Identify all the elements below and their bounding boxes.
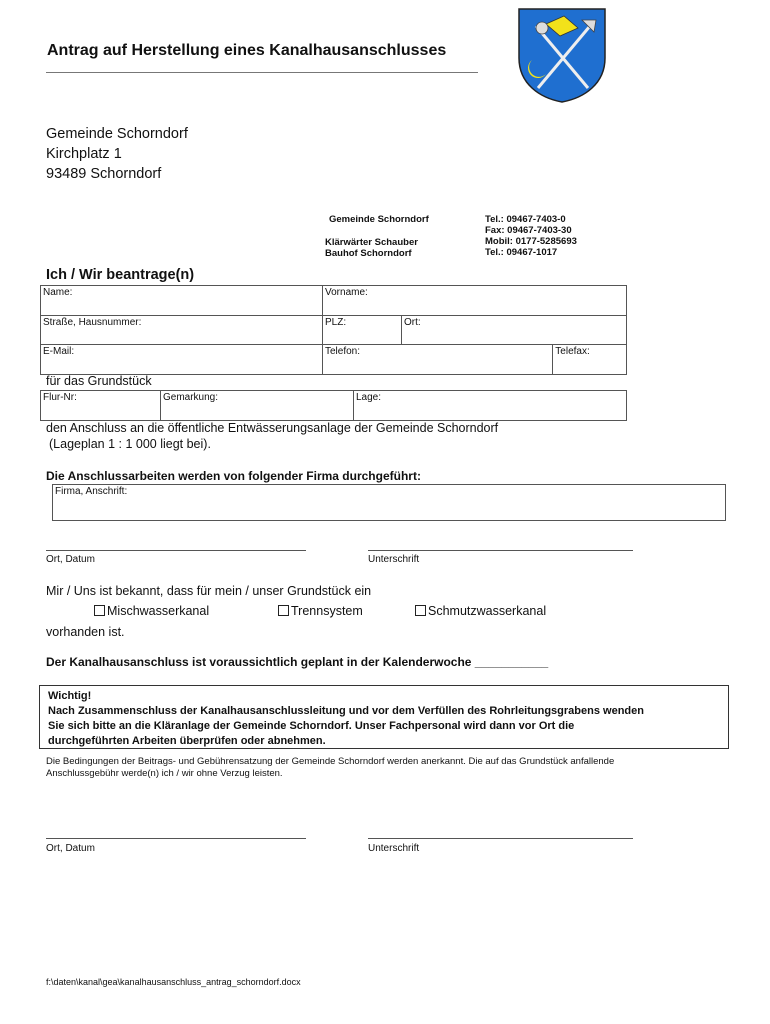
option-schmutzwasserkanal-label: Schmutzwasserkanal (428, 604, 547, 618)
address-line-3: 93489 Schorndorf (46, 166, 162, 182)
property-intro: für das Grundstück (46, 374, 152, 388)
contact-mobil: Mobil: 0177-5285693 (485, 236, 577, 247)
document-title: Antrag auf Herstellung eines Kanalhausanschlusses (47, 42, 447, 59)
applicant-heading: Ich / Wir beantrage(n) (46, 267, 195, 283)
property-text-2: (Lageplan 1 : 1 000 liegt bei). (49, 437, 211, 451)
firm-label: Firma, Anschrift: (55, 486, 128, 497)
name-label: Name: (43, 287, 73, 298)
notice-line-3: durchgeführten Arbeiten überprüfen oder abnehmen. (48, 735, 326, 747)
option-mischwasserkanal-label: Mischwasserkanal (107, 604, 210, 618)
gemarkung-label: Gemarkung: (163, 392, 219, 403)
notice-title: Wichtig! (48, 690, 92, 702)
telefon-field[interactable] (323, 345, 553, 375)
unterschrift-label-1: Unterschrift (368, 554, 420, 565)
applicant-table (40, 285, 627, 375)
coat-of-arms-icon (516, 6, 608, 104)
strasse-field[interactable] (41, 316, 323, 345)
conditions-line-2: Anschlussgebühr werde(n) ich / wir ohne Verzug leisten. (46, 768, 283, 779)
vorname-label: Vorname: (325, 287, 368, 298)
ort-datum-line-1[interactable] (46, 550, 306, 551)
checkbox-mischwasserkanal[interactable] (94, 605, 105, 616)
firm-heading: Die Anschlussarbeiten werden von folgender Firma durchgeführt: (46, 469, 421, 483)
name-field[interactable] (41, 286, 323, 316)
ort-field[interactable] (402, 316, 627, 345)
contact-name-2: Klärwärter Schauber (325, 237, 418, 248)
checkbox-schmutzwasserkanal[interactable] (415, 605, 426, 616)
contact-tel-1: Tel.: 09467-7403-0 (485, 214, 566, 225)
gemarkung-field[interactable] (161, 391, 354, 421)
strasse-label: Straße, Hausnummer: (43, 317, 142, 328)
contact-fax: Fax: 09467-7403-30 (485, 225, 572, 236)
option-trennsystem-label: Trennsystem (291, 604, 363, 618)
property-table (40, 390, 627, 421)
lage-field[interactable] (354, 391, 627, 421)
contact-name-3: Bauhof Schorndorf (325, 248, 412, 259)
vorname-field[interactable] (323, 286, 627, 316)
ort-datum-label-2: Ort, Datum (46, 843, 95, 854)
unterschrift-line-2[interactable] (368, 838, 633, 839)
option-schmutzwasserkanal[interactable] (415, 604, 546, 618)
option-trennsystem[interactable] (278, 604, 363, 618)
telefax-label: Telefax: (555, 346, 590, 357)
telefax-field[interactable] (553, 345, 627, 375)
system-intro: Mir / Uns ist bekannt, dass für mein / unser Grundstück ein (46, 584, 372, 598)
firm-field[interactable] (52, 484, 726, 521)
important-notice (39, 685, 729, 749)
ort-datum-label-1: Ort, Datum (46, 554, 95, 565)
contact-name-1: Gemeinde Schorndorf (329, 214, 429, 225)
plz-label: PLZ: (325, 317, 347, 328)
flur-field[interactable] (41, 391, 161, 421)
title-underline (46, 72, 478, 73)
notice-line-2: Sie sich bitte an die Kläranlage der Gemeinde Schorndorf. Unser Fachpersonal wird dann vor Ort die (48, 720, 575, 732)
ort-datum-line-2[interactable] (46, 838, 306, 839)
system-outro: vorhanden ist. (46, 625, 125, 639)
option-mischwasserkanal[interactable] (94, 604, 209, 618)
email-field[interactable] (41, 345, 323, 375)
address-line-2: Kirchplatz 1 (46, 146, 122, 162)
telefon-label: Telefon: (325, 346, 361, 357)
ort-label: Ort: (404, 317, 421, 328)
address-line-1: Gemeinde Schorndorf (46, 126, 188, 142)
planned-week-text: Der Kanalhausanschluss ist voraussichtlich geplant in der Kalenderwoche ___________ (46, 655, 549, 669)
email-label: E-Mail: (43, 346, 75, 357)
contact-tel-2: Tel.: 09467-1017 (485, 247, 558, 258)
conditions-line-1: Die Bedingungen der Beitrags- und Gebührensatzung der Gemeinde Schorndorf werden anerkannt. Die auf das Grundstück anfallende (46, 756, 615, 767)
flur-label: Flur-Nr: (43, 392, 77, 403)
notice-line-1: Nach Zusammenschluss der Kanalhausanschlussleitung und vor dem Verfüllen des Rohrleitungsgrabens wenden (48, 705, 644, 717)
checkbox-trennsystem[interactable] (278, 605, 289, 616)
property-text-1: den Anschluss an die öffentliche Entwässerungsanlage der Gemeinde Schorndorf (46, 421, 499, 435)
lage-label: Lage: (356, 392, 382, 403)
file-path: f:\daten\kanal\gea\kanalhausanschluss_antrag_schorndorf.docx (46, 977, 301, 987)
plz-field[interactable] (323, 316, 402, 345)
unterschrift-line-1[interactable] (368, 550, 633, 551)
unterschrift-label-2: Unterschrift (368, 843, 420, 854)
